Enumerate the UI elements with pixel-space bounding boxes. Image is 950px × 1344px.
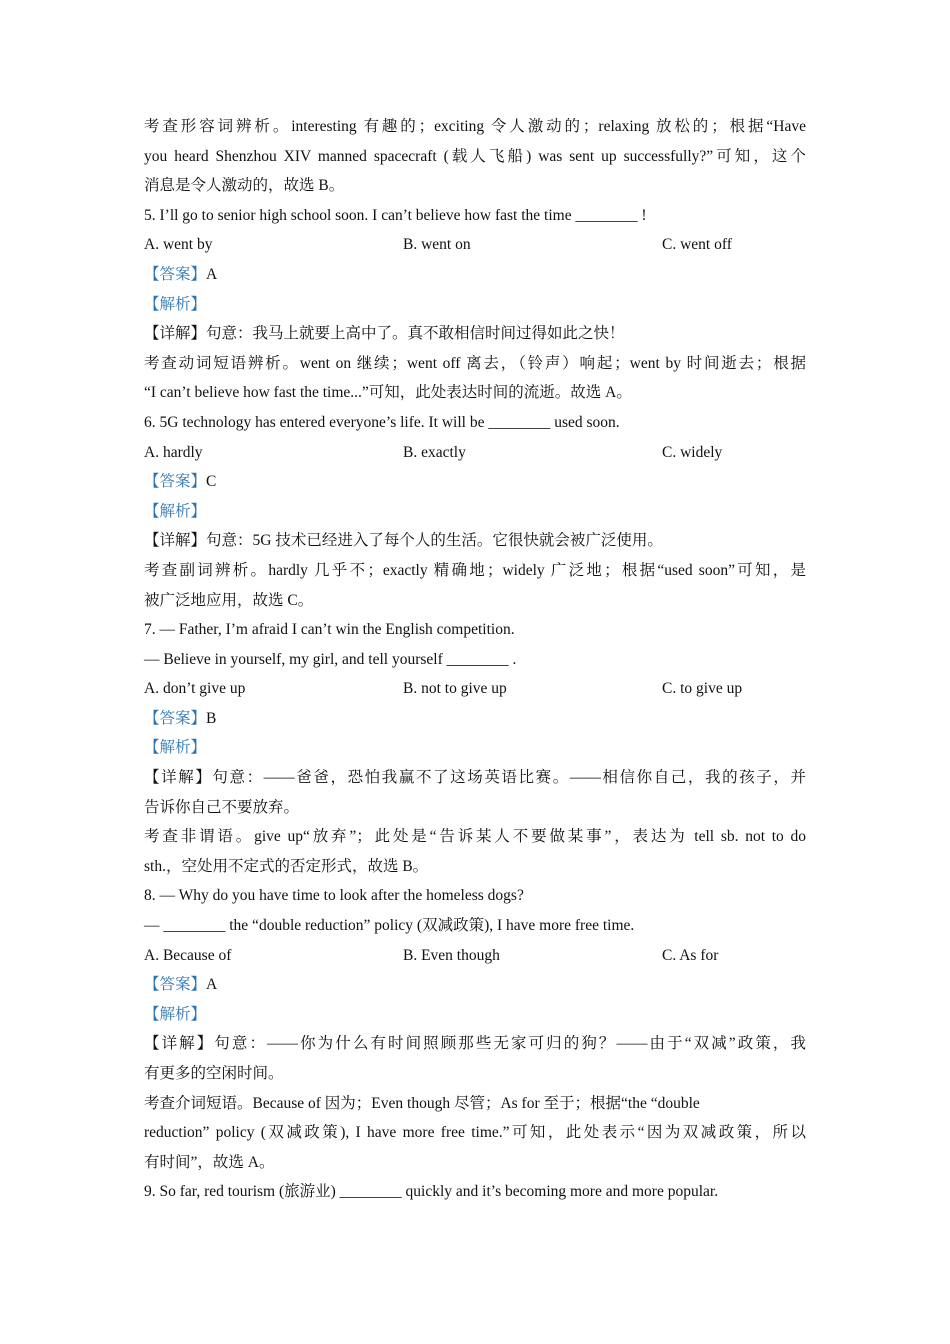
text-line: 【详解】句意：5G 技术已经进入了每个人的生活。它很快就会被广泛使用。 — [144, 532, 663, 550]
answer-options — [144, 230, 806, 260]
option-a: A. don’t give up — [144, 680, 246, 698]
text-line: 8. — Why do you have time to look after the homeless dogs? — [144, 887, 524, 905]
answer-value: A — [206, 976, 218, 994]
option-c: C. went off — [662, 236, 732, 254]
option-a: A. Because of — [144, 946, 232, 964]
answer-line — [144, 260, 806, 290]
text-line: 有时间”，故选 A。 — [144, 1153, 275, 1171]
analysis-heading: 【解析】 — [144, 502, 207, 520]
answer-line — [144, 970, 806, 1000]
option-c: C. widely — [662, 443, 723, 461]
answer-line — [144, 467, 806, 497]
option-b: B. not to give up — [403, 680, 507, 698]
text-line: — ________ the “double reduction” policy (双减政策), I have more free time. — [144, 917, 635, 935]
text-line: 5. I’ll go to senior high school soon. I can’t believe how fast the time ________ ! — [144, 206, 647, 224]
option-c: C. to give up — [662, 680, 743, 698]
text-line: — Believe in yourself, my girl, and tell yourself ________ . — [144, 650, 517, 668]
document-body — [144, 112, 806, 1207]
text-line: 考查介词短语。Because of 因为；Even though 尽管；As for 至于；根据“the “double — [144, 1094, 700, 1112]
analysis-heading: 【解析】 — [144, 295, 207, 313]
text-line: you heard Shenzhou XIV manned spacecraft (载人飞船) was sent up successfully?”可知，这个 — [144, 147, 806, 165]
text-line: 被广泛地应用，故选 C。 — [144, 591, 314, 609]
analysis-heading: 【解析】 — [144, 739, 207, 757]
analysis-label — [144, 1000, 806, 1030]
option-a: A. hardly — [144, 443, 203, 461]
option-b: B. exactly — [403, 443, 466, 461]
text-line: 考查非谓语。give up“放弃”；此处是“告诉某人不要做某事”，表达为 tell sb. not to do — [144, 828, 806, 846]
text-line: 告诉你自己不要放弃。 — [144, 798, 300, 816]
answer-options — [144, 674, 806, 704]
text-line: 考查动词短语辨析。went on 继续；went off 离去，（铃声）响起；went by 时间逝去；根据 — [144, 354, 806, 372]
analysis-label — [144, 497, 806, 527]
answer-options — [144, 941, 806, 971]
answer-options — [144, 438, 806, 468]
answer-value: A — [206, 265, 218, 283]
text-line: 考查副词辨析。hardly 几乎不；exactly 精确地；widely 广泛地；根据“used soon”可知，是 — [144, 561, 806, 579]
text-line: 有更多的空闲时间。 — [144, 1065, 284, 1082]
answer-label: 【答案】 — [144, 473, 207, 491]
answer-value: C — [206, 473, 217, 491]
text-line: 考查形容词辨析。interesting 有趣的；exciting 令人激动的；relaxing 放松的；根据“Have — [144, 118, 806, 135]
text-line: 9. So far, red tourism (旅游业) ________ quickly and it’s becoming more and more popular. — [144, 1183, 719, 1201]
answer-value: B — [206, 709, 217, 727]
text-line: 【详解】句意：——爸爸，恐怕我赢不了这场英语比赛。——相信你自己，我的孩子，并 — [144, 769, 806, 787]
analysis-label — [144, 290, 806, 320]
text-line: “I can’t believe how fast the time...”可知，此处表达时间的流逝。故选 A。 — [144, 384, 632, 402]
option-a: A. went by — [144, 236, 213, 254]
text-line: reduction” policy (双减政策), I have more free time.”可知，此处表示“因为双减政策，所以 — [144, 1124, 806, 1142]
text-line: sth.，空处用不定式的否定形式，故选 B。 — [144, 857, 429, 875]
option-c: C. As for — [662, 946, 719, 964]
analysis-heading: 【解析】 — [144, 1005, 207, 1023]
option-b: B. went on — [403, 236, 471, 254]
text-line: 【详解】句意：——你为什么有时间照顾那些无家可归的狗？——由于“双减”政策，我 — [144, 1035, 806, 1053]
answer-label: 【答案】 — [144, 265, 207, 283]
analysis-label — [144, 733, 806, 763]
text-line: 【详解】句意：我马上就要上高中了。真不敢相信时间过得如此之快！ — [144, 325, 625, 343]
text-line: 7. — Father, I’m afraid I can’t win the English competition. — [144, 621, 515, 639]
answer-line — [144, 704, 806, 734]
text-line: 消息是令人激动的，故选 B。 — [144, 177, 345, 195]
text-line: 6. 5G technology has entered everyone’s life. It will be ________ used soon. — [144, 413, 620, 431]
option-b: B. Even though — [403, 946, 500, 964]
answer-label: 【答案】 — [144, 709, 207, 727]
answer-label: 【答案】 — [144, 976, 207, 994]
